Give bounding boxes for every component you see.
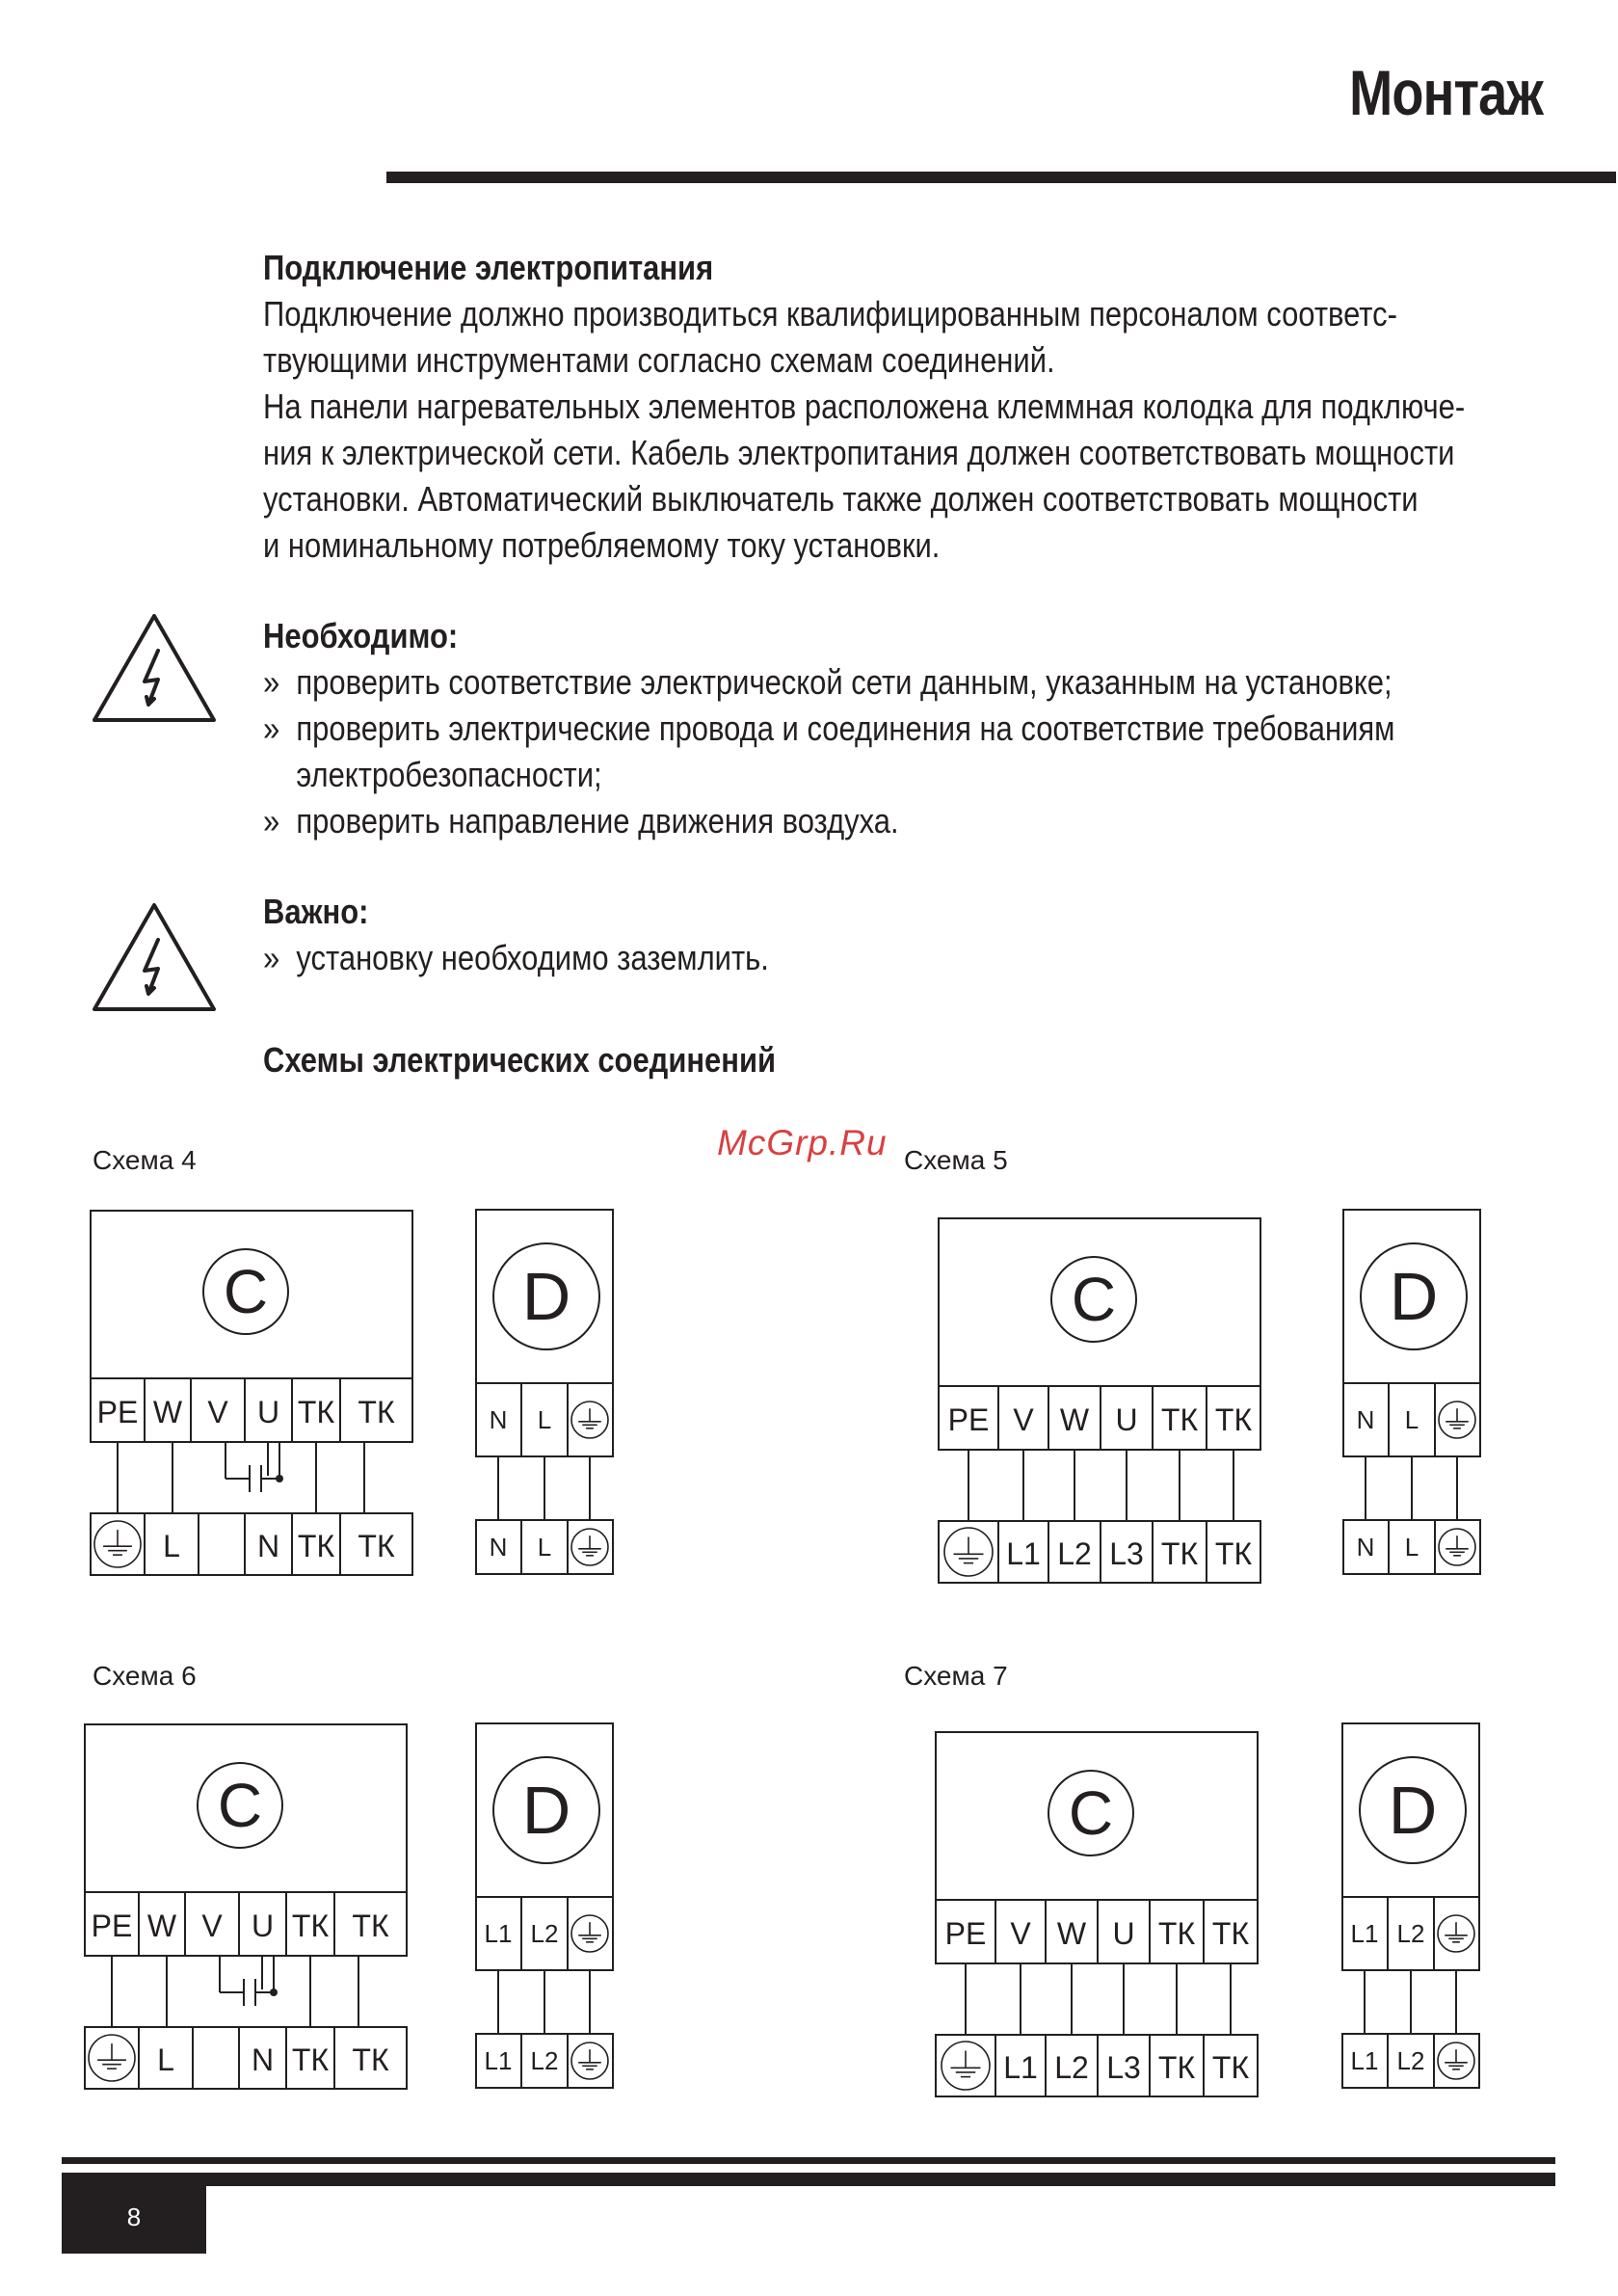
terminal-label: PE — [947, 1402, 990, 1437]
terminal-label: N — [1356, 1405, 1375, 1434]
page-number: 8 — [62, 2186, 206, 2254]
terminal-label: U — [1112, 1916, 1135, 1951]
terminal-label: L — [163, 1529, 180, 1563]
terminal-label: L2 — [530, 2046, 559, 2075]
terminal-label: V — [1010, 1916, 1031, 1951]
terminal-label: ТК — [1211, 2050, 1250, 2085]
terminal-label: L3 — [1109, 1536, 1144, 1571]
terminal-label: L1 — [1350, 1919, 1379, 1948]
terminal-label: ТК — [297, 1395, 335, 1429]
paragraph-line: твующими инструментами согласно схемам соединений. — [263, 340, 1055, 380]
paragraph-line: установки. Автоматический выключатель также должен соответствовать мощности — [263, 479, 1419, 519]
paragraph-line: Подключение должно производиться квалифицированным персоналом соответс- — [263, 294, 1397, 334]
list-item: » установку необходимо заземлить. — [263, 938, 769, 977]
terminal-label: N — [489, 1533, 508, 1562]
terminal-label: L — [537, 1533, 552, 1562]
terminal-label: L2 — [530, 1919, 559, 1948]
terminal-label: L1 — [484, 1919, 513, 1948]
scheme-label: Схема 4 — [93, 1145, 197, 1175]
terminal-label: L2 — [1396, 2046, 1425, 2075]
controller-c-unit — [936, 1732, 1258, 2096]
d-unit-letter: D — [521, 1773, 571, 1848]
terminal-label: L2 — [1057, 1536, 1092, 1571]
important-heading: Важно: — [263, 892, 369, 931]
d-unit-letter: D — [1388, 1773, 1438, 1848]
terminal-label: N — [256, 1529, 280, 1563]
terminal-label: V — [1013, 1402, 1034, 1437]
terminal-label: L1 — [484, 2046, 513, 2075]
terminal-label: N — [251, 2042, 275, 2077]
d-unit-letter: D — [1389, 1259, 1439, 1334]
terminal-label: V — [201, 1909, 223, 1943]
terminal-label: ТК — [291, 1909, 330, 1943]
diagrams-heading: Схемы электрических соединений — [263, 1040, 777, 1080]
terminal-label: N — [489, 1405, 508, 1434]
terminal-label: L1 — [1006, 1536, 1041, 1571]
list-item: » проверить соответствие электрической сети данным, указанным на установке; — [263, 662, 1393, 702]
terminal-label: ТК — [352, 1909, 389, 1943]
controller-c-unit — [91, 1211, 412, 1575]
list-item: » проверить электрические провода и соединения на соответствие требованиям — [263, 708, 1395, 748]
terminal-label: ТК — [1160, 1536, 1199, 1571]
terminal-label: ТК — [1160, 1402, 1199, 1437]
terminal-label: L — [157, 2042, 174, 2077]
footer-rule — [62, 2173, 1555, 2186]
controller-c-unit — [85, 1724, 407, 2089]
terminal-label: N — [1356, 1533, 1375, 1562]
terminal-label: L — [1404, 1533, 1419, 1562]
terminal-label: ТК — [291, 2042, 330, 2077]
terminal-label: ТК — [1157, 1916, 1196, 1951]
c-unit-letter: C — [223, 1257, 269, 1326]
footer-rule — [62, 2157, 1555, 2164]
terminal-label: PE — [944, 1916, 987, 1951]
terminal-label: ТК — [358, 1529, 395, 1563]
watermark: McGrp.Ru — [717, 1123, 888, 1162]
terminal-label: ТК — [352, 2042, 389, 2077]
terminal-label: U — [256, 1395, 280, 1429]
controller-c-unit — [939, 1218, 1260, 1583]
device-d-unit — [1342, 1723, 1479, 2088]
c-unit-letter: C — [1068, 1778, 1114, 1848]
page-title: Монтаж — [1349, 57, 1543, 128]
terminal-label: L3 — [1106, 2050, 1141, 2085]
paragraph-line: ния к электрической сети. Кабель электропитания должен соответствовать мощности — [263, 433, 1455, 472]
paragraph-line: На панели нагревательных элементов расположена клеммная колодка для подключе- — [263, 387, 1466, 426]
terminal-label: ТК — [1214, 1402, 1253, 1437]
list-item-continuation: электробезопасности; — [296, 755, 602, 794]
d-unit-letter: D — [521, 1259, 571, 1334]
terminal-label: W — [1056, 1916, 1087, 1951]
terminal-label: L — [1404, 1405, 1419, 1434]
terminal-label: ТК — [1211, 1916, 1250, 1951]
terminal-label: ТК — [1214, 1536, 1253, 1571]
c-unit-letter: C — [1071, 1265, 1117, 1334]
paragraph-line: и номинальному потребляемому току установки. — [263, 525, 941, 565]
terminal-label: V — [207, 1395, 228, 1429]
terminal-label: W — [146, 1909, 177, 1943]
scheme-label: Схема 6 — [93, 1661, 197, 1691]
terminal-label: W — [1059, 1402, 1090, 1437]
device-d-unit — [476, 1723, 613, 2088]
terminal-label: ТК — [297, 1529, 335, 1563]
terminal-label: L2 — [1396, 1919, 1425, 1948]
terminal-label: ТК — [1157, 2050, 1196, 2085]
terminal-label: U — [1115, 1402, 1138, 1437]
terminal-label: L1 — [1003, 2050, 1038, 2085]
c-unit-letter: C — [217, 1771, 263, 1840]
required-heading: Необходимо: — [263, 616, 459, 655]
device-d-unit — [1343, 1210, 1480, 1574]
scheme-label: Схема 5 — [904, 1145, 1008, 1175]
terminal-label: W — [152, 1395, 183, 1429]
terminal-label: L1 — [1350, 2046, 1379, 2075]
terminal-label: PE — [96, 1395, 139, 1429]
list-item: » проверить направление движения воздуха. — [263, 801, 899, 841]
device-d-unit — [476, 1210, 613, 1574]
scheme-label: Схема 7 — [904, 1661, 1008, 1691]
terminal-label: L — [537, 1405, 552, 1434]
terminal-label: ТК — [358, 1395, 395, 1429]
terminal-label: U — [251, 1909, 275, 1943]
terminal-label: PE — [91, 1909, 133, 1943]
terminal-label: L2 — [1054, 2050, 1089, 2085]
section-heading: Подключение электропитания — [263, 248, 714, 287]
